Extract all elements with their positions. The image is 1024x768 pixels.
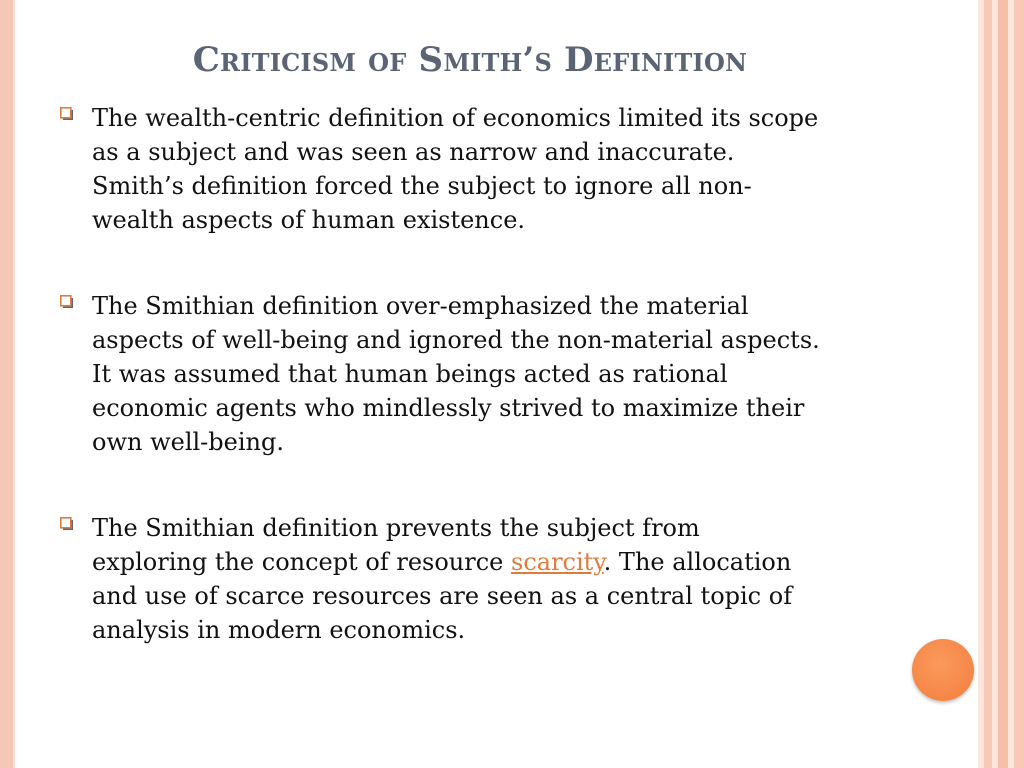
right-decor-stripes <box>978 0 1024 768</box>
scarcity-link[interactable]: scarcity <box>511 548 604 576</box>
bullet-text: The Smithian definition prevents the subject from exploring the concept of resource scarcity. The allocation and use of scarce resources are seen as a central topic of analysis in modern economics. <box>92 511 882 647</box>
bullet-text: The wealth-centric definition of economics limited its scope as a subject and was seen as narrow and inaccurate. Smith’s definition forced the subject to ignore all non- wealth aspects of human existence. <box>92 104 819 234</box>
bullet-text-line-with-link: exploring the concept of resource scarcity. The allocation <box>92 548 792 576</box>
left-decor-stripe <box>0 0 13 768</box>
left-decor-stripe-inner <box>13 0 15 768</box>
bullet-text: The Smithian definition over-emphasized the material aspects of well-being and ignored the non-material aspects. It was assumed that human beings acted as rational economic agents who mindlessly strived to maximize their own well-being. <box>92 292 820 456</box>
slide-title: Criticism of Smith’s Definition <box>192 40 748 80</box>
orange-circle <box>912 639 974 701</box>
checkbox-bullet-icon <box>60 107 74 121</box>
checkbox-bullet-icon <box>60 517 74 531</box>
checkbox-bullet-icon <box>60 295 74 309</box>
